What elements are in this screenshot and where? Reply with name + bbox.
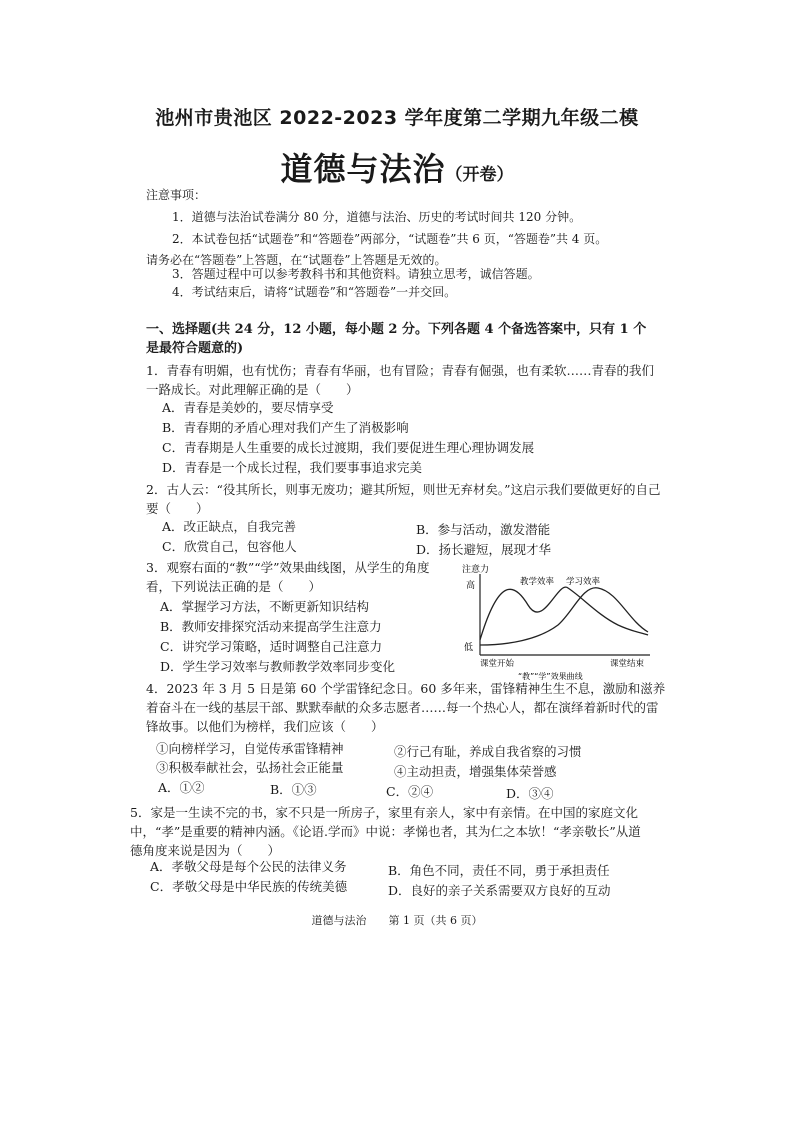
- question-1-option-b: B．青春期的矛盾心理对我们产生了消极影响: [162, 420, 409, 435]
- section-heading: 一、选择题(共 24 分，12 小题，每小题 2 分。下列各题 4 个备选答案中，只有 1 个是最符合题意的): [146, 322, 647, 356]
- question-4-choice-c: C．②④: [386, 784, 434, 799]
- note-item-3: 3．答题过程中可以参考教科书和其他资料。请独立思考，诚信答题。: [172, 267, 540, 281]
- question-4-item-1: ①向榜样学习，自觉传承雷锋精神: [156, 741, 344, 756]
- chart-series2-label: 学习效率: [566, 577, 601, 587]
- question-3-stem-line2: 看，下列说法正确的是（ ）: [146, 579, 322, 594]
- question-5-option-c: C．孝敬父母是中华民族的传统美德: [150, 879, 348, 894]
- chart-series-learning: [480, 588, 648, 645]
- footer-page-number: 第 1 页（共 6 页）: [388, 914, 483, 927]
- question-1-option-d: D．青春是一个成长过程，我们要事事追求完美: [162, 460, 423, 475]
- question-5-option-d: D．良好的亲子关系需要双方良好的互动: [388, 883, 611, 898]
- question-2-option-c: C．欣赏自己，包容他人: [162, 539, 297, 554]
- question-2-option-d: D．扬长避短，展现才华: [416, 542, 552, 557]
- question-4-stem: 4．2023 年 3 月 5 日是第 60 个学雷锋纪念日。60 多年来，雷锋精神生生不息，激励和滋养着奋斗在一线的基层干部、默默奉献的众多志愿者……每一个热心人，都在演绎着新时代的雷锋故事。以他们为榜样，我们应该（ ）: [146, 681, 666, 734]
- chart-y-axis-label: 注意力: [462, 565, 490, 575]
- note-item-2-cont: 请务必在“答题卷”上答题，在“试题卷”上答题是无效的。: [146, 253, 447, 267]
- notes-heading: 注意事项：: [146, 188, 207, 202]
- chart-low-label: 低: [464, 643, 474, 653]
- question-3-option-d: D．学生学习效率与教师教学效率同步变化: [160, 659, 396, 674]
- question-3-option-c: C．讲究学习策略，适时调整自己注意力: [160, 639, 383, 654]
- question-4-item-2: ②行己有耻，养成自我省察的习惯: [394, 744, 582, 759]
- note-item-2: 2．本试卷包括“试题卷”和“答题卷”两部分，“试题卷”共 6 页，“答题卷”共 4 页。: [172, 232, 608, 246]
- page-footer: [0, 912, 794, 928]
- question-3-option-b: B．教师安排探究活动来提高学生注意力: [160, 619, 382, 634]
- chart-series-teaching: [480, 587, 648, 640]
- question-1-stem: 1．青春有明媚，也有忧伤；青春有华丽，也有冒险；青春有倔强，也有柔软……青春的我们一路成长。对此理解正确的是（ ）: [146, 363, 654, 397]
- chart-x-end-label: 课堂结束: [610, 659, 645, 669]
- note-item-1: 1．道德与法治试卷满分 80 分，道德与法治、历史的考试时间共 120 分钟。: [172, 210, 582, 224]
- question-3-stem-line1: 3．观察右面的“教”“学”效果曲线图，从学生的角度: [146, 560, 430, 575]
- question-3-option-a: A．掌握学习方法，不断更新知识结构: [160, 599, 370, 614]
- subject-title: 道德与法治: [280, 150, 446, 188]
- question-5-option-a: A．孝敬父母是每个公民的法律义务: [150, 859, 347, 874]
- question-2-option-a: A．改正缺点，自我完善: [162, 519, 297, 534]
- teaching-learning-curve-chart: [458, 560, 658, 685]
- question-4-item-3: ③积极奉献社会，弘扬社会正能量: [156, 760, 344, 775]
- question-4-choice-a: A．①②: [158, 780, 205, 795]
- chart-caption: “教”“学”效果曲线: [518, 672, 583, 681]
- question-2-option-b: B．参与活动，激发潜能: [416, 522, 551, 537]
- subject-title-suffix: （开卷）: [445, 165, 514, 185]
- question-1-option-c: C．青春期是人生重要的成长过渡期，我们要促进生理心理协调发展: [162, 440, 535, 455]
- question-4-item-4: ④主动担责，增强集体荣誉感: [394, 764, 557, 779]
- question-5-option-b: B．角色不同，责任不同，勇于承担责任: [388, 863, 610, 878]
- chart-x-start-label: 课堂开始: [480, 659, 515, 669]
- chart-series1-label: 教学效率: [520, 577, 555, 587]
- exam-title: [0, 144, 794, 190]
- question-1-option-a: A．青春是美妙的，要尽情享受: [162, 400, 334, 415]
- exam-title-line1: 池州市贵池区 2022-2023 学年度第二学期九年级二模: [155, 107, 639, 129]
- question-4-choice-b: B．①③: [270, 782, 317, 797]
- footer-subject: 道德与法治: [311, 914, 367, 927]
- question-2-stem: 2．古人云：“役其所长，则事无废功；避其所短，则世无弃材矣。”这启示我们要做更好的自己要（ ）: [146, 482, 661, 516]
- note-item-4: 4．考试结束后，请将“试题卷”和“答题卷”一并交回。: [172, 285, 457, 299]
- question-5-stem: 5．家是一生读不完的书，家不只是一所房子，家里有亲人，家中有亲情。在中国的家庭文化中，“孝”是重要的精神内涵。《论语.学而》中说：孝悌也者，其为仁之本欤！“孝亲敬长”从道德角度来说是因为（ ）: [130, 805, 641, 858]
- question-4-choice-d: D．③④: [506, 786, 554, 801]
- chart-high-label: 高: [466, 581, 476, 591]
